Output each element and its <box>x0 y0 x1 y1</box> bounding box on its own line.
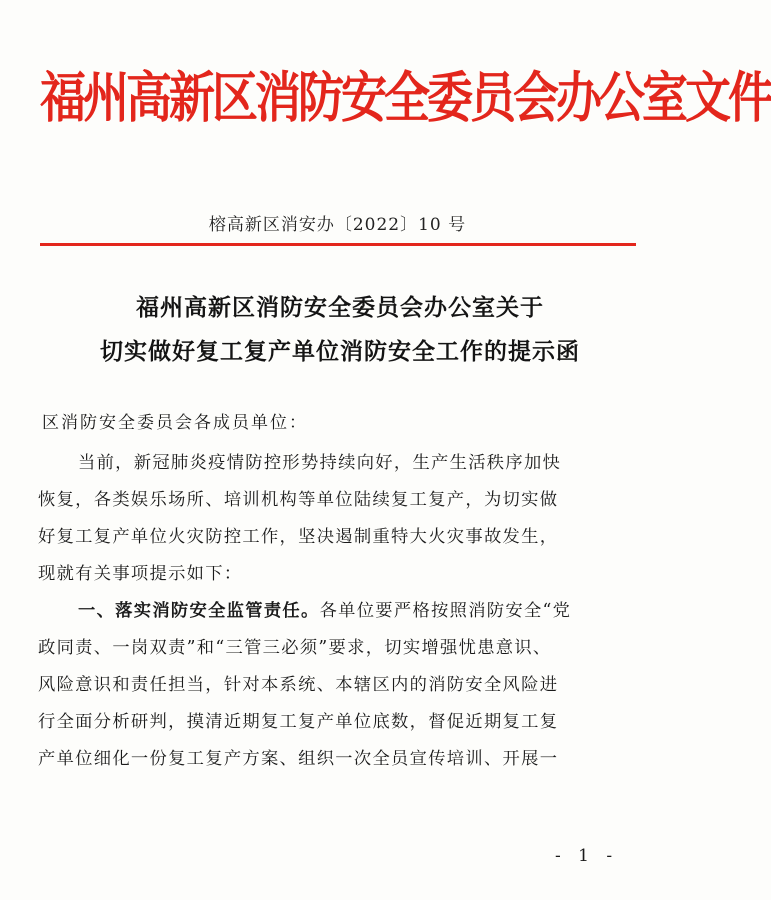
section1-line-4: 行全面分析研判，摸清近期复工复产单位底数，督促近期复工复 <box>38 712 559 732</box>
intro-line-1: 当前，新冠肺炎疫情防控形势持续向好，生产生活秩序加快 <box>78 453 562 473</box>
section1-first-line-text: 各单位要严格按照消防安全“党 <box>319 601 572 621</box>
red-divider-line <box>40 243 636 246</box>
masthead-title: 福州高新区消防安全委员会办公室文件 <box>40 65 771 130</box>
section1-heading: 一、落实消防安全监管责任。 <box>78 601 320 621</box>
intro-line-4: 现就有关事项提示如下： <box>38 564 243 584</box>
section1-line-3: 风险意识和责任担当，针对本系统、本辖区内的消防安全风险进 <box>38 675 559 695</box>
page-number: - 1 - <box>555 846 619 866</box>
body-text <box>38 445 638 778</box>
document-title <box>40 286 640 374</box>
document-number: 榕高新区消安办〔2022〕10 号 <box>208 215 467 235</box>
section1-first-line <box>38 593 638 630</box>
addressee: 区消防安全委员会各成员单位： <box>42 413 308 433</box>
section1-line-5: 产单位细化一份复工复产方案、组织一次全员宣传培训、开展一 <box>38 749 559 769</box>
section1-line-2: 政同责、一岗双责”和“三管三必须”要求，切实增强忧患意识、 <box>38 638 552 658</box>
intro-line-3: 好复工复产单位火灾防控工作，坚决遏制重特大火灾事故发生， <box>38 527 559 547</box>
title-line-1: 福州高新区消防安全委员会办公室关于 <box>136 294 544 321</box>
title-line-2: 切实做好复工复产单位消防安全工作的提示函 <box>100 338 580 365</box>
intro-line-2: 恢复，各类娱乐场所、培训机构等单位陆续复工复产，为切实做 <box>38 490 559 510</box>
